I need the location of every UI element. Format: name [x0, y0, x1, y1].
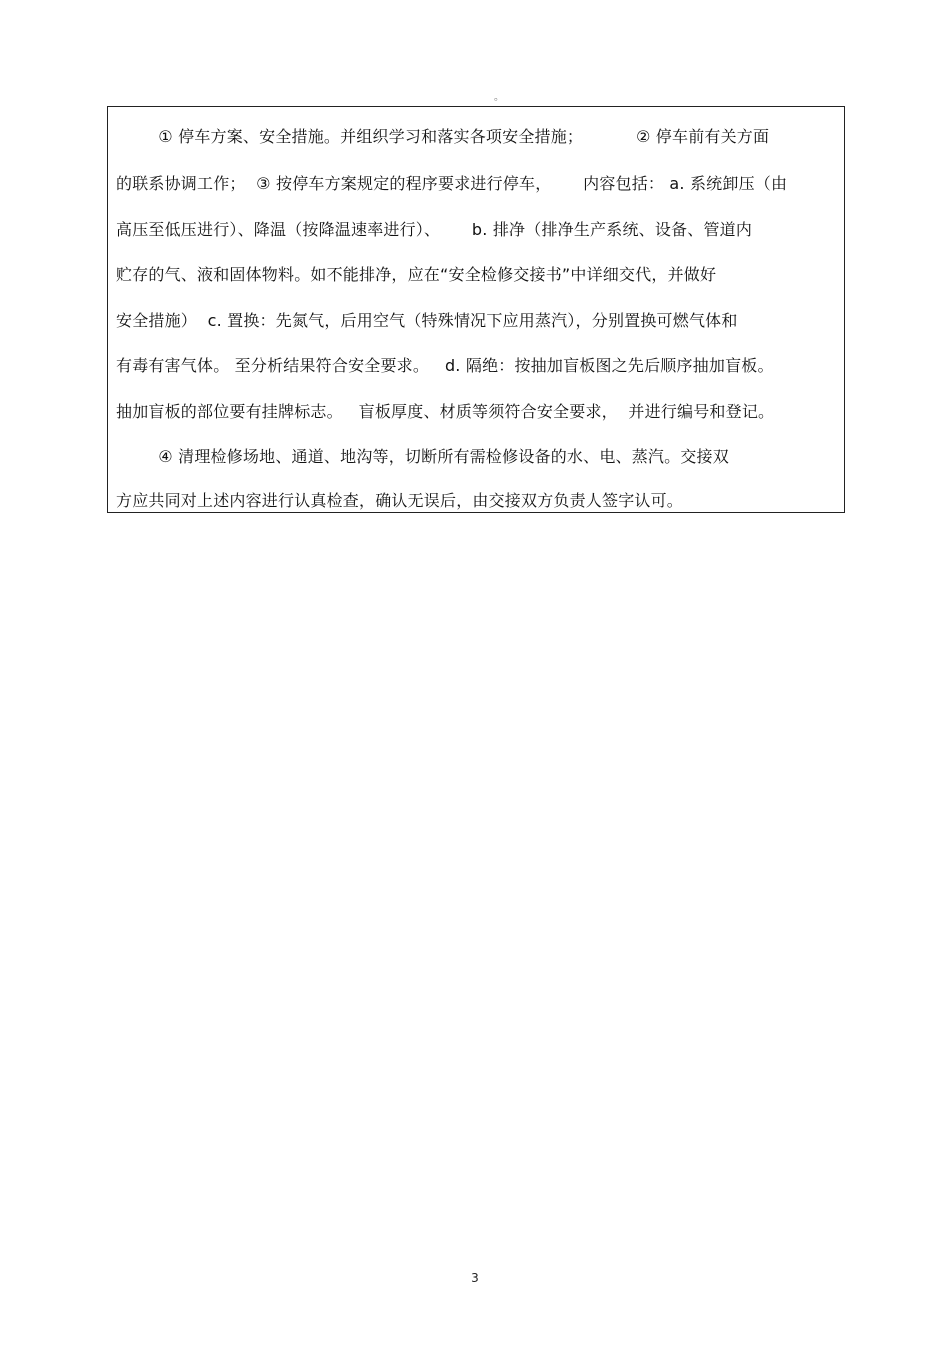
text-line: 有毒有害气体。 至分析结果符合安全要求。 d. 隔绝：按抽加盲板图之先后顺序抽加盲板。 [116, 356, 774, 375]
content-frame [107, 106, 845, 513]
text-line: 的联系协调工作； ③ 按停车方案规定的程序要求进行停车， 内容包括： a. 系统卸压（由 [116, 174, 788, 193]
text-line: 方应共同对上述内容进行认真检查，确认无误后，由交接双方负责人签字认可。 [116, 491, 684, 510]
text-line: ④ 清理检修场地、通道、地沟等，切断所有需检修设备的水、电、蒸汽。交接双 [116, 447, 729, 466]
top-mark: 。 [494, 92, 504, 103]
text-line: 抽加盲板的部位要有挂牌标志。 盲板厚度、材质等须符合安全要求， 并进行编号和登记。 [116, 402, 775, 421]
text-line: 贮存的气、液和固体物料。如不能排净，应在“安全检修交接书”中详细交代，并做好 [116, 265, 717, 284]
page-number: 3 [471, 1271, 479, 1285]
text-line: 高压至低压进行）、降温（按降温速率进行）、 b. 排净（排净生产系统、设备、管道内 [116, 220, 753, 239]
text-line: 安全措施） c. 置换：先氮气，后用空气（特殊情况下应用蒸汽），分别置换可燃气体和 [116, 311, 738, 330]
text-line: ① 停车方案、安全措施。并组织学习和落实各项安全措施； ② 停车前有关方面 [116, 127, 770, 146]
